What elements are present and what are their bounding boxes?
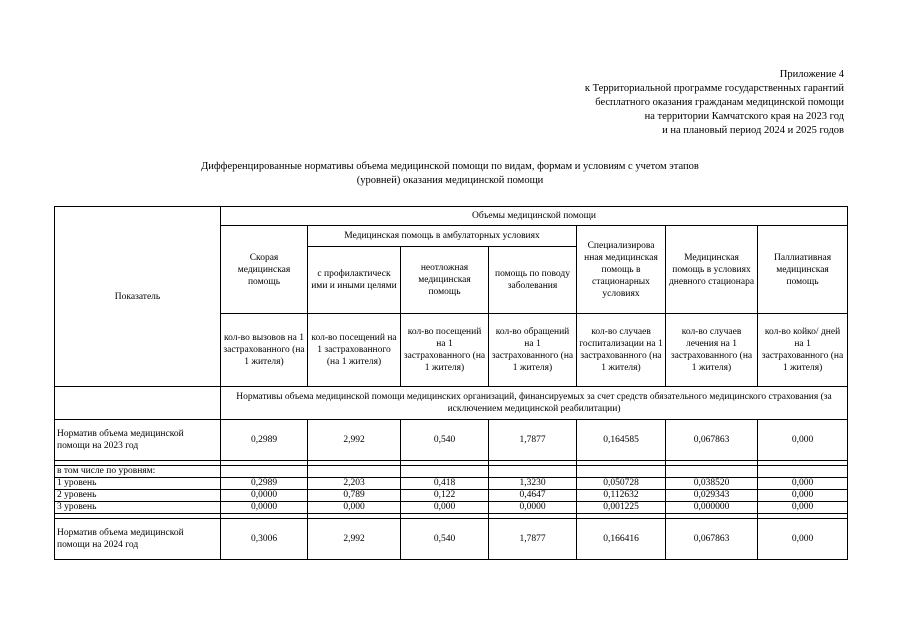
value-cell <box>221 466 308 478</box>
value-cell: 0,038520 <box>666 478 758 490</box>
value-cell: 0,001225 <box>577 502 666 514</box>
value-cell: 0,0000 <box>221 502 308 514</box>
value-cell: 0,4647 <box>489 490 577 502</box>
header-row <box>55 207 848 226</box>
value-cell: 0,000 <box>758 420 848 461</box>
column-header: Паллиативная медицинская помощь <box>758 226 848 314</box>
value-cell <box>308 466 401 478</box>
value-cell: 1,7877 <box>489 519 577 560</box>
value-cell: 1,7877 <box>489 420 577 461</box>
table-row <box>55 490 848 502</box>
unit-cell: кол-во вызовов на 1 застрахованного (на 1 жителя) <box>221 314 308 387</box>
unit-cell: кол-во посещений на 1 застрахованного (на 1 жителя) <box>308 314 401 387</box>
value-cell: 0,0000 <box>221 490 308 502</box>
section-row <box>55 387 848 420</box>
value-cell: 0,000000 <box>666 502 758 514</box>
row-label: 1 уровень <box>55 478 221 490</box>
value-cell: 0,3006 <box>221 519 308 560</box>
value-cell: 2,203 <box>308 478 401 490</box>
value-cell: 0,000 <box>758 519 848 560</box>
norms-table <box>54 206 848 560</box>
value-cell: 2,992 <box>308 420 401 461</box>
value-cell: 0,540 <box>401 420 489 461</box>
section-header: Нормативы объема медицинской помощи медицинских организаций, финансируемых за счет средств обязательного медицинского страхования (за исключением медицинской реабилитации) <box>221 387 848 420</box>
row-label: Норматив объема медицинской помощи на 2024 год <box>55 519 221 560</box>
value-cell: 0,000 <box>401 502 489 514</box>
table-row <box>55 478 848 490</box>
unit-cell: кол-во обращений на 1 застрахованного (на 1 жителя) <box>489 314 577 387</box>
indicator-header: Показатель <box>55 207 221 387</box>
value-cell: 0,000 <box>758 490 848 502</box>
value-cell: 0,067863 <box>666 420 758 461</box>
unit-cell: кол-во случаев лечения на 1 застрахованного (на 1 жителя) <box>666 314 758 387</box>
value-cell: 0,029343 <box>666 490 758 502</box>
value-cell: 0,418 <box>401 478 489 490</box>
appendix-line: к Территориальной программе государственных гарантий <box>584 83 844 94</box>
empty-cell <box>55 387 221 420</box>
value-cell: 0,112632 <box>577 490 666 502</box>
appendix-header <box>585 68 844 138</box>
table-row <box>55 502 848 514</box>
value-cell: 0,2989 <box>221 420 308 461</box>
column-header: помощь по поводу заболевания <box>489 247 577 314</box>
column-header: Специализирова нная медицинская помощь в стационарных условиях <box>577 226 666 314</box>
document-title <box>150 160 750 188</box>
row-label: в том числе по уровням: <box>55 466 221 478</box>
value-cell: 0,166416 <box>577 519 666 560</box>
appendix-line: на территории Камчатского края на 2023 год <box>644 111 844 122</box>
volumes-header: Объемы медицинской помощи <box>221 207 848 226</box>
table-row <box>55 420 848 461</box>
value-cell: 0,789 <box>308 490 401 502</box>
appendix-line: бесплатного оказания гражданам медицинской помощи <box>595 97 844 108</box>
value-cell: 0,164585 <box>577 420 666 461</box>
column-header: неотложная медицинская помощь <box>401 247 489 314</box>
value-cell: 0,0000 <box>489 502 577 514</box>
row-label: 3 уровень <box>55 502 221 514</box>
unit-cell: кол-во случаев госпитализации на 1 застрахованного (на 1 жителя) <box>577 314 666 387</box>
column-header: Медицинская помощь в условиях дневного стационара <box>666 226 758 314</box>
value-cell <box>758 466 848 478</box>
value-cell: 0,000 <box>308 502 401 514</box>
unit-cell: кол-во посещений на 1 застрахованного (на 1 жителя) <box>401 314 489 387</box>
value-cell: 0,000 <box>758 478 848 490</box>
row-label: 2 уровень <box>55 490 221 502</box>
appendix-line: и на плановый период 2024 и 2025 годов <box>662 125 844 136</box>
value-cell <box>401 466 489 478</box>
value-cell: 2,992 <box>308 519 401 560</box>
value-cell: 0,000 <box>758 502 848 514</box>
value-cell: 0,540 <box>401 519 489 560</box>
value-cell: 0,2989 <box>221 478 308 490</box>
column-header: с профилактическ ими и иными целями <box>308 247 401 314</box>
value-cell: 0,067863 <box>666 519 758 560</box>
title-line: (уровней) оказания медицинской помощи <box>356 175 544 186</box>
value-cell: 0,050728 <box>577 478 666 490</box>
appendix-line: Приложение 4 <box>779 69 844 80</box>
title-line: Дифференцированные нормативы объема медицинской помощи по видам, формам и условиям с учетом этапов <box>201 161 699 172</box>
unit-cell: кол-во койко/ дней на 1 застрахованного (на 1 жителя) <box>758 314 848 387</box>
table-row <box>55 519 848 560</box>
value-cell: 1,3230 <box>489 478 577 490</box>
row-label: Норматив объема медицинской помощи на 2023 год <box>55 420 221 461</box>
value-cell: 0,122 <box>401 490 489 502</box>
table-row <box>55 466 848 478</box>
value-cell <box>577 466 666 478</box>
column-header: Скорая медицинская помощь <box>221 226 308 314</box>
value-cell <box>489 466 577 478</box>
value-cell <box>666 466 758 478</box>
ambulatory-header: Медицинская помощь в амбулаторных условиях <box>308 226 577 247</box>
